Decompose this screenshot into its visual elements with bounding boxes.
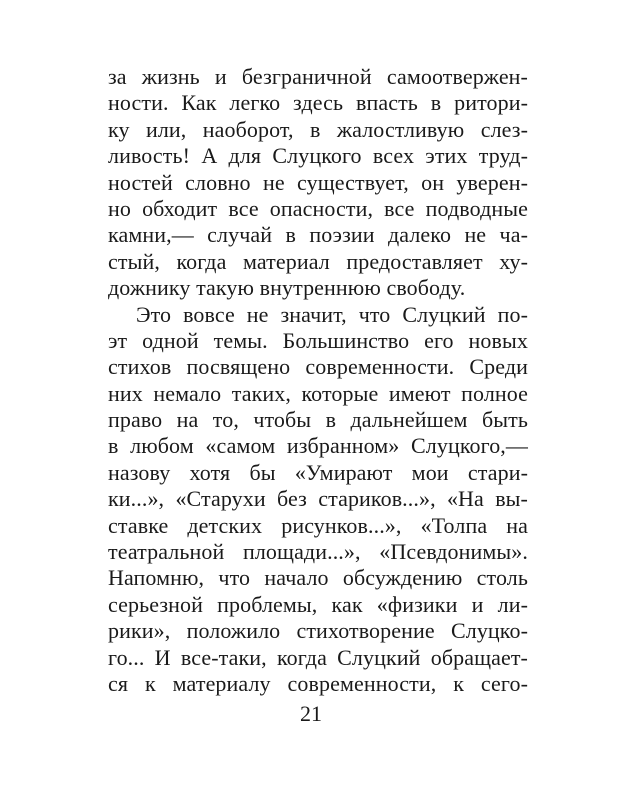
text-line: камни,— случай в поэзии далеко не ча-	[108, 222, 528, 248]
text-line: рики», положило стихотворение Слуцко-	[108, 618, 528, 644]
text-line: ки...», «Старухи без стариков...», «На вы-	[108, 486, 528, 512]
text-line: ставке детских рисунков...», «Толпа на	[108, 512, 528, 538]
text-line: эт одной темы. Большинство его новых	[108, 327, 528, 353]
text-line: го... И все-таки, когда Слуцкий обращает-	[108, 644, 528, 670]
text-line: назову хотя бы «Умирают мои стари-	[108, 459, 528, 485]
text-line: стихов посвящено современности. Среди	[108, 354, 528, 380]
text-line: Это вовсе не значит, что Слуцкий по-	[136, 301, 528, 327]
text-line: театральной площади...», «Псевдонимы».	[108, 539, 528, 565]
text-line: ливость! А для Слуцкого всех этих труд-	[108, 143, 528, 169]
text-line: за жизнь и безграничной самоотвержен-	[108, 64, 528, 89]
text-line: но обходит все опасности, все подводные	[108, 195, 528, 221]
text-line: в любом «самом избранном» Слуцкого,—	[108, 433, 528, 459]
body-text	[108, 64, 528, 697]
text-line: ностей словно не существует, он уверен-	[108, 169, 528, 195]
text-line: ся к материалу современности, к сего-	[108, 670, 528, 696]
text-line: дожнику такую внутреннюю свободу.	[108, 275, 466, 301]
text-line: ку или, наоборот, в жалостливую слез-	[108, 116, 528, 142]
text-line: право на то, чтобы в дальнейшем быть	[108, 407, 528, 433]
text-line: стый, когда материал предоставляет ху-	[108, 248, 528, 274]
text-line: Напомню, что начало обсуждению столь	[108, 565, 528, 591]
page-number: 21	[300, 701, 322, 726]
text-line: ности. Как легко здесь впасть в ритори-	[108, 90, 528, 116]
text-line: них немало таких, которые имеют полное	[108, 380, 528, 406]
text-line: серьезной проблемы, как «физики и ли-	[108, 591, 528, 617]
